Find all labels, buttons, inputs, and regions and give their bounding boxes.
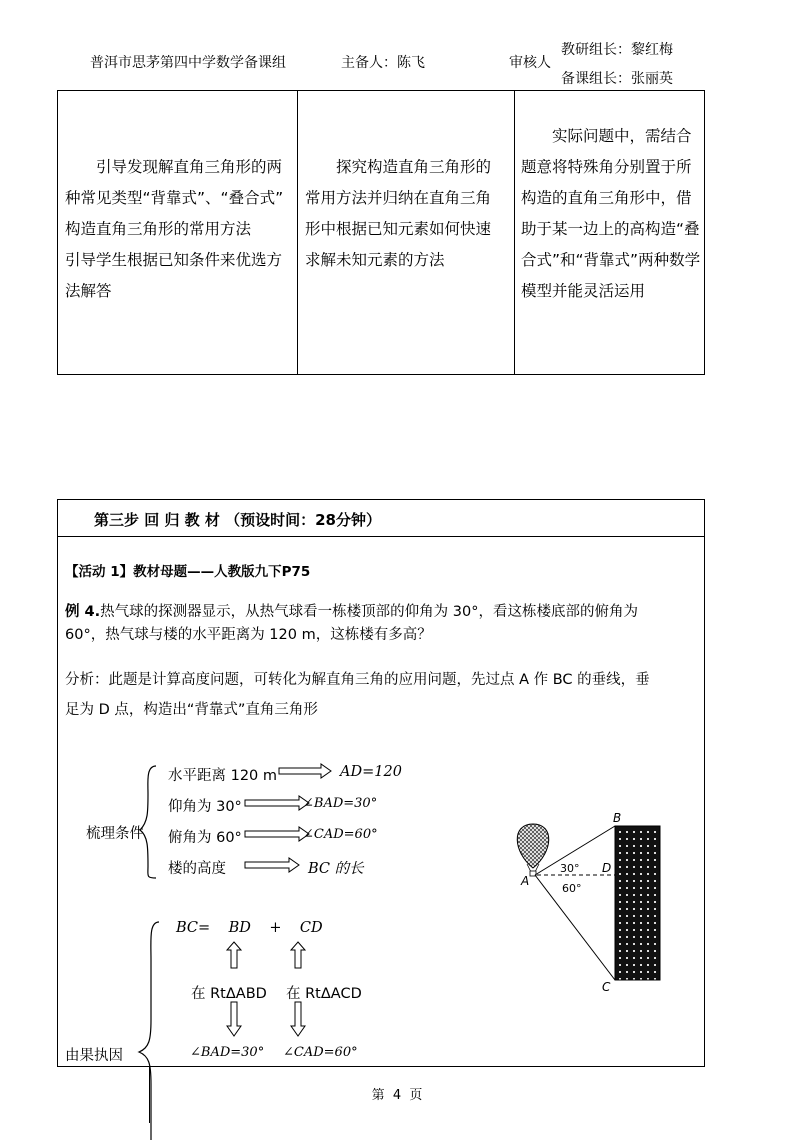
condition-left-1: 仰角为 30° <box>168 799 242 815</box>
example-line-1: 例 4.热气球的探测器显示，从热气球看一栋楼顶部的仰角为 30°，看这栋楼底部的俯角为 <box>65 604 638 620</box>
table-cell-practice: 实际问题中，需结合题意将特殊角分别置于所构造的直角三角形中，借助于某一边上的高构造“叠合式”和“背靠式”两种数学模型并能灵活运用 <box>521 127 701 300</box>
header-research-leader: 教研组长：黎红梅 <box>561 42 673 58</box>
reasoning-formula: BC= BD + CD <box>176 920 323 936</box>
analysis-line-1: 分析：此题是计算高度问题，可转化为解直角三角的应用问题，先过点 A 作 BC 的垂线，垂 <box>65 672 650 688</box>
left-triangle-label: 在 RtΔABD <box>191 986 267 1002</box>
condition-right-3: BC 的长 <box>308 861 364 877</box>
label-angle-30: 30° <box>560 862 580 875</box>
condition-left-3: 楼的高度 <box>168 861 226 877</box>
conditions-label: 梳理条件 <box>86 826 144 842</box>
right-triangle-label: 在 RtΔACD <box>286 986 362 1002</box>
label-angle-60: 60° <box>562 882 582 895</box>
balloon <box>517 824 549 868</box>
label-D: D <box>602 861 612 875</box>
reasoning-brace <box>133 920 163 1140</box>
example-line-2: 60°，热气球与楼的水平距离为 120 m，这栋楼有多高？ <box>65 627 432 643</box>
label-C: C <box>602 980 611 993</box>
right-angle: ∠CAD=60° <box>283 1045 358 1060</box>
condition-right-0: AD=120 <box>340 764 402 780</box>
activity-title: 【活动 1】教材母题——人教版九下P75 <box>65 564 311 580</box>
analysis-line-2: 足为 D 点，构造出“背靠式”直角三角形 <box>65 702 318 718</box>
condition-left-0: 水平距离 120 m <box>168 768 278 784</box>
label-B: B <box>613 811 622 825</box>
step-title: 第三步 回 归 教 材 （预设时间：28分钟） <box>94 511 381 529</box>
condition-right-2: ∠CAD=60° <box>303 827 378 842</box>
table-cell-explore: 探究构造直角三角形的常用方法并归纳在直角三角形中根据已知元素如何快速求解未知元素的方法 <box>305 158 492 269</box>
objectives-table <box>57 90 705 375</box>
left-angle: ∠BAD=30° <box>190 1045 265 1060</box>
condition-right-1: ∠BAD=30° <box>303 796 378 811</box>
table-cell-guidance: 引导发现解直角三角形的两种常见类型“背靠式”、“叠合式” 构造直角三角形的常用方法 引导学生根据已知条件来优选方法解答 <box>65 158 284 300</box>
header-lesson-leader: 备课组长：张丽英 <box>561 71 673 87</box>
balloon-building-figure <box>505 808 675 993</box>
header-reviewer: 审核人 <box>509 55 551 71</box>
reasoning-label: 由果执因 <box>65 1048 123 1064</box>
label-A: A <box>521 874 530 888</box>
condition-left-2: 俯角为 60° <box>168 830 242 846</box>
header-preparer: 主备人：陈飞 <box>341 55 425 71</box>
building <box>615 826 660 980</box>
page-number: 第 4 页 <box>371 1088 423 1103</box>
header-group: 普洱市思茅第四中学数学备课组 <box>90 55 286 71</box>
